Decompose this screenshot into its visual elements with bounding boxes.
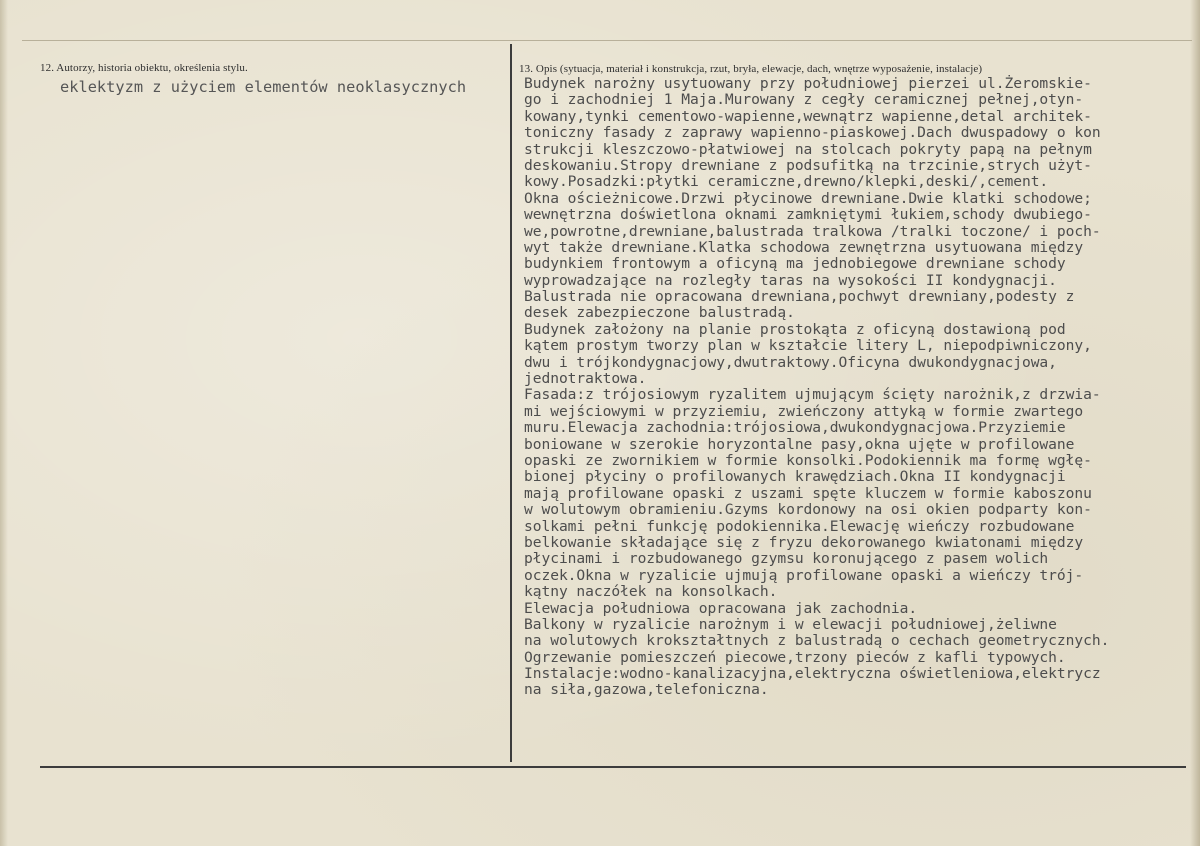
description-line: kowy.Posadzki:płytki ceramiczne,drewno/klepki,deski/,cement. bbox=[524, 173, 1049, 191]
description-line: Fasada:z trójosiowym ryzalitem ujmującym ścięty narożnik,z drzwia- bbox=[524, 386, 1101, 404]
description-line: wyt także drewniane.Klatka schodowa zewnętrzna usytuowana między bbox=[524, 238, 1084, 256]
description-line: kątem prostym tworzy plan w kształcie litery L, niepodpiwniczony, bbox=[524, 337, 1092, 355]
description-line: Okna ościeżnicowe.Drzwi płycinowe drewniane.Dwie klatki schodowe; bbox=[524, 189, 1092, 207]
description-line: mają profilowane opaski z uszami spęte kluczem w formie kaboszonu bbox=[524, 484, 1092, 502]
section-12-text: eklektyzm z użyciem elementów neoklasycznych bbox=[60, 78, 467, 96]
description-line: na wolutowych krokształtnych z balustradą o cechach geometrycznych. bbox=[524, 632, 1110, 650]
bottom-rule bbox=[40, 766, 1186, 768]
description-line: deskowaniu.Stropy drewniane z podsufitką na trzcinie,strych użyt- bbox=[524, 156, 1092, 174]
description-line: dwu i trójkondygnacjowy,dwutraktowy.Oficyna dwukondygnacjowa, bbox=[524, 353, 1057, 371]
description-line: kowany,tynki cementowo-wapienne,wewnątrz wapienne,detal architek- bbox=[524, 107, 1092, 125]
column-divider bbox=[510, 44, 512, 762]
description-line: budynkiem frontowym a oficyną ma jednobiegowe drewniane schody bbox=[524, 255, 1066, 273]
description-line: mi wejściowymi w przyziemiu, zwieńczony attyką w formie zwartego bbox=[524, 402, 1084, 420]
description-line: Balkony w ryzalicie narożnym i w elewacji południowej,żeliwne bbox=[524, 615, 1057, 633]
description-line: Ogrzewanie pomieszczeń piecowe,trzony pieców z kafli typowych. bbox=[524, 648, 1066, 666]
description-line: opaski ze zwornikiem w formie konsolki.Podokiennik ma formę wgłę- bbox=[524, 451, 1092, 469]
description-line: Budynek założony na planie prostokąta z oficyną dostawioną pod bbox=[524, 320, 1066, 338]
description-line: na siła,gazowa,telefoniczna. bbox=[524, 681, 769, 699]
page-edge-left bbox=[0, 0, 8, 846]
description-line: wewnętrzna doświetlona oknami zamkniętymi łukiem,schody dwubiego- bbox=[524, 206, 1092, 224]
description-line: Budynek narożny usytuowany przy południowej pierzei ul.Żeromskie- bbox=[524, 75, 1092, 92]
section-13-heading: 13. Opis (sytuacja, materiał i konstrukcja, rzut, bryła, elewacje, dach, wnętrze wyposażenie, instalacje) bbox=[519, 63, 983, 75]
section-12-heading: 12. Autorzy, historia obiektu, określenia stylu. bbox=[40, 62, 248, 74]
description-line: bionej płyciny o profilowanych krawędziach.Okna II kondygnacji bbox=[524, 468, 1066, 486]
description-line: oczek.Okna w ryzalicie ujmują profilowane opaski a wieńczy trój- bbox=[524, 566, 1084, 584]
description-line: desek zabezpieczone balustradą. bbox=[524, 304, 795, 322]
description-line: płycinami i rozbudowanego gzymsu koronującego z pasem wolich bbox=[524, 550, 1049, 568]
description-line: muru.Elewacja zachodnia:trójosiowa,dwukondygnacjowa.Przyziemie bbox=[524, 419, 1066, 437]
description-line: kątny naczółek na konsolkach. bbox=[524, 583, 778, 601]
description-line: jednotraktowa. bbox=[524, 370, 647, 388]
description-line: strukcji kleszczowo-płatwiowej na stolcach pokryty papą na pełnym bbox=[524, 140, 1092, 158]
description-line: belkowanie składające się z fryzu dekorowanego kwiatonami między bbox=[524, 533, 1084, 551]
top-rule bbox=[22, 40, 1192, 41]
section-13-description bbox=[524, 76, 1194, 699]
description-line: Balustrada nie opracowana drewniana,pochwyt drewniany,podesty z bbox=[524, 288, 1075, 306]
description-line: wyprowadzające na rozległy taras na wysokości II kondygnacji. bbox=[524, 271, 1057, 289]
description-line: w wolutowym obramieniu.Gzyms kordonowy na osi okien podparty kon- bbox=[524, 501, 1092, 519]
description-line: Instalacje:wodno-kanalizacyjna,elektryczna oświetleniowa,elektrycz bbox=[524, 665, 1101, 683]
description-line: we,powrotne,drewniane,balustrada tralkowa /tralki toczone/ i poch- bbox=[524, 222, 1101, 240]
description-line: Elewacja południowa opracowana jak zachodnia. bbox=[524, 599, 918, 617]
description-line: boniowane w szerokie horyzontalne pasy,okna ujęte w profilowane bbox=[524, 435, 1075, 453]
description-line: toniczny fasady z zaprawy wapienno-piaskowej.Dach dwuspadowy o kon bbox=[524, 124, 1101, 142]
description-line: solkami pełni funkcję podokiennika.Elewację wieńczy rozbudowane bbox=[524, 517, 1075, 535]
description-line: go i zachodniej 1 Maja.Murowany z cegły ceramicznej pełnej,otyn- bbox=[524, 91, 1084, 109]
